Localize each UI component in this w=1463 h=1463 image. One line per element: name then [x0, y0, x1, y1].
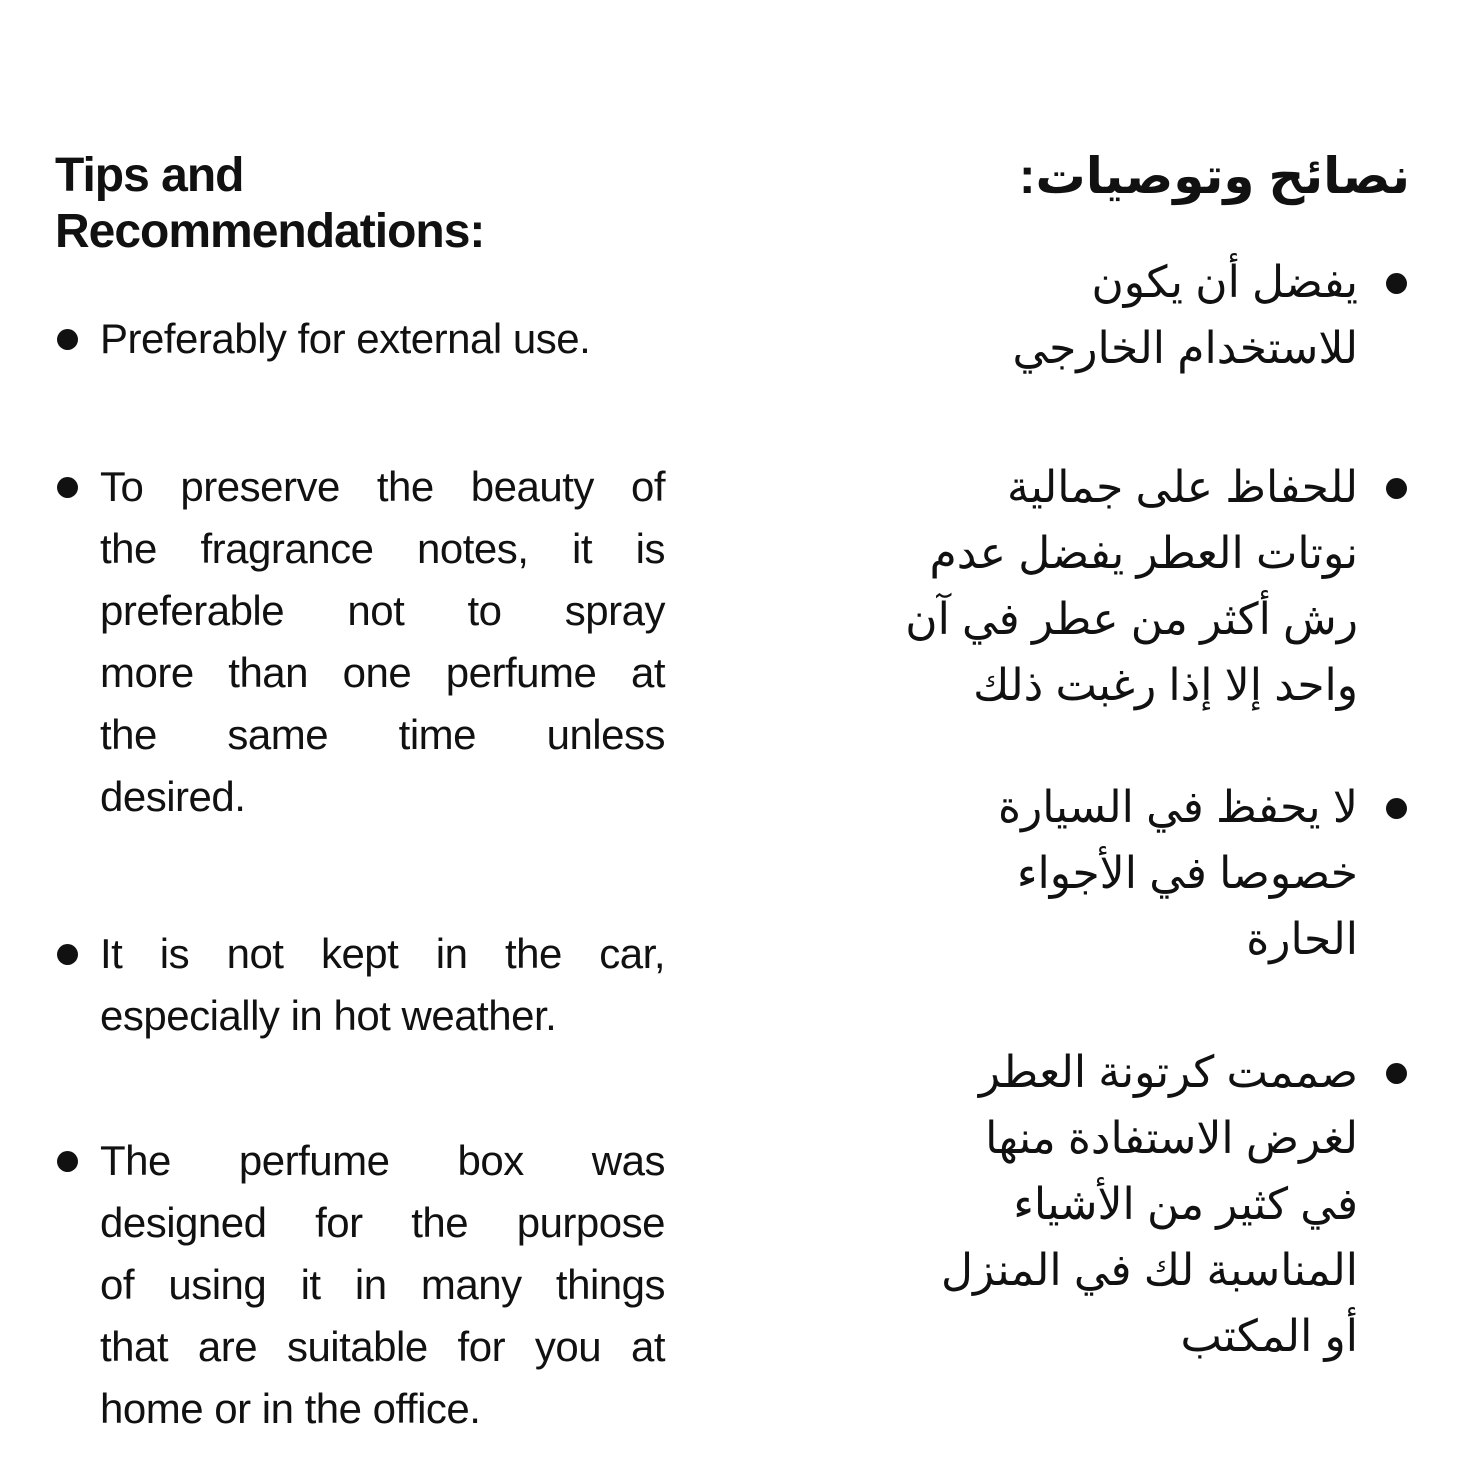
text-line: The perfume box was [100, 1137, 665, 1184]
arabic-column [858, 148, 1410, 1370]
text-line: رش أكثر من عطر في آن [905, 595, 1358, 644]
english-column [55, 148, 665, 1440]
list-item [858, 775, 1410, 973]
list-item [55, 308, 665, 370]
text-line: designed for the purpose [100, 1199, 665, 1246]
text-line: of using it in many things [100, 1261, 665, 1308]
list-item [858, 250, 1410, 382]
list-item [55, 923, 665, 1047]
tips-heading-ar: نصائح وتوصيات: [1018, 148, 1410, 204]
list-item [858, 1040, 1410, 1370]
text-line: the fragrance notes, it is [100, 525, 665, 572]
text-line: the same time unless [100, 711, 665, 758]
text-line: more than one perfume at [100, 649, 665, 696]
text-line: preferable not to spray [100, 587, 665, 634]
text-line: يفضل أن يكون [1091, 258, 1358, 307]
list-item [55, 456, 665, 828]
text-line: that are suitable for you at [100, 1323, 665, 1370]
text-line: لغرض الاستفادة منها [985, 1114, 1358, 1163]
text-line: To preserve the beauty of [100, 463, 665, 510]
tips-list-ar [858, 250, 1410, 1370]
tips-list-en [55, 308, 665, 1440]
text-line: It is not kept in the car, [100, 930, 665, 977]
text-line: Preferably for external use. [100, 315, 591, 362]
text-line: صممت كرتونة العطر [978, 1048, 1358, 1097]
text-line: desired. [100, 773, 246, 820]
text-line: للاستخدام الخارجي [1012, 324, 1358, 373]
text-line: للحفاظ على جمالية [1007, 463, 1358, 512]
text-line: خصوصا في الأجواء [1016, 849, 1358, 898]
text-line: في كثير من الأشياء [1013, 1180, 1358, 1229]
text-line: الحارة [1246, 915, 1358, 964]
list-item [858, 455, 1410, 719]
text-line: especially in hot weather. [100, 992, 557, 1039]
text-line: المناسبة لك في المنزل [941, 1246, 1358, 1295]
list-item [55, 1130, 665, 1440]
text-line: نوتات العطر يفضل عدم [929, 529, 1358, 578]
tips-heading-en: Tips and Recommendations: [55, 149, 485, 258]
text-line: واحد إلا إذا رغبت ذلك [973, 661, 1358, 710]
text-line: أو المكتب [1180, 1312, 1358, 1361]
text-line: home or in the office. [100, 1385, 481, 1432]
text-line: لا يحفظ في السيارة [997, 783, 1358, 832]
